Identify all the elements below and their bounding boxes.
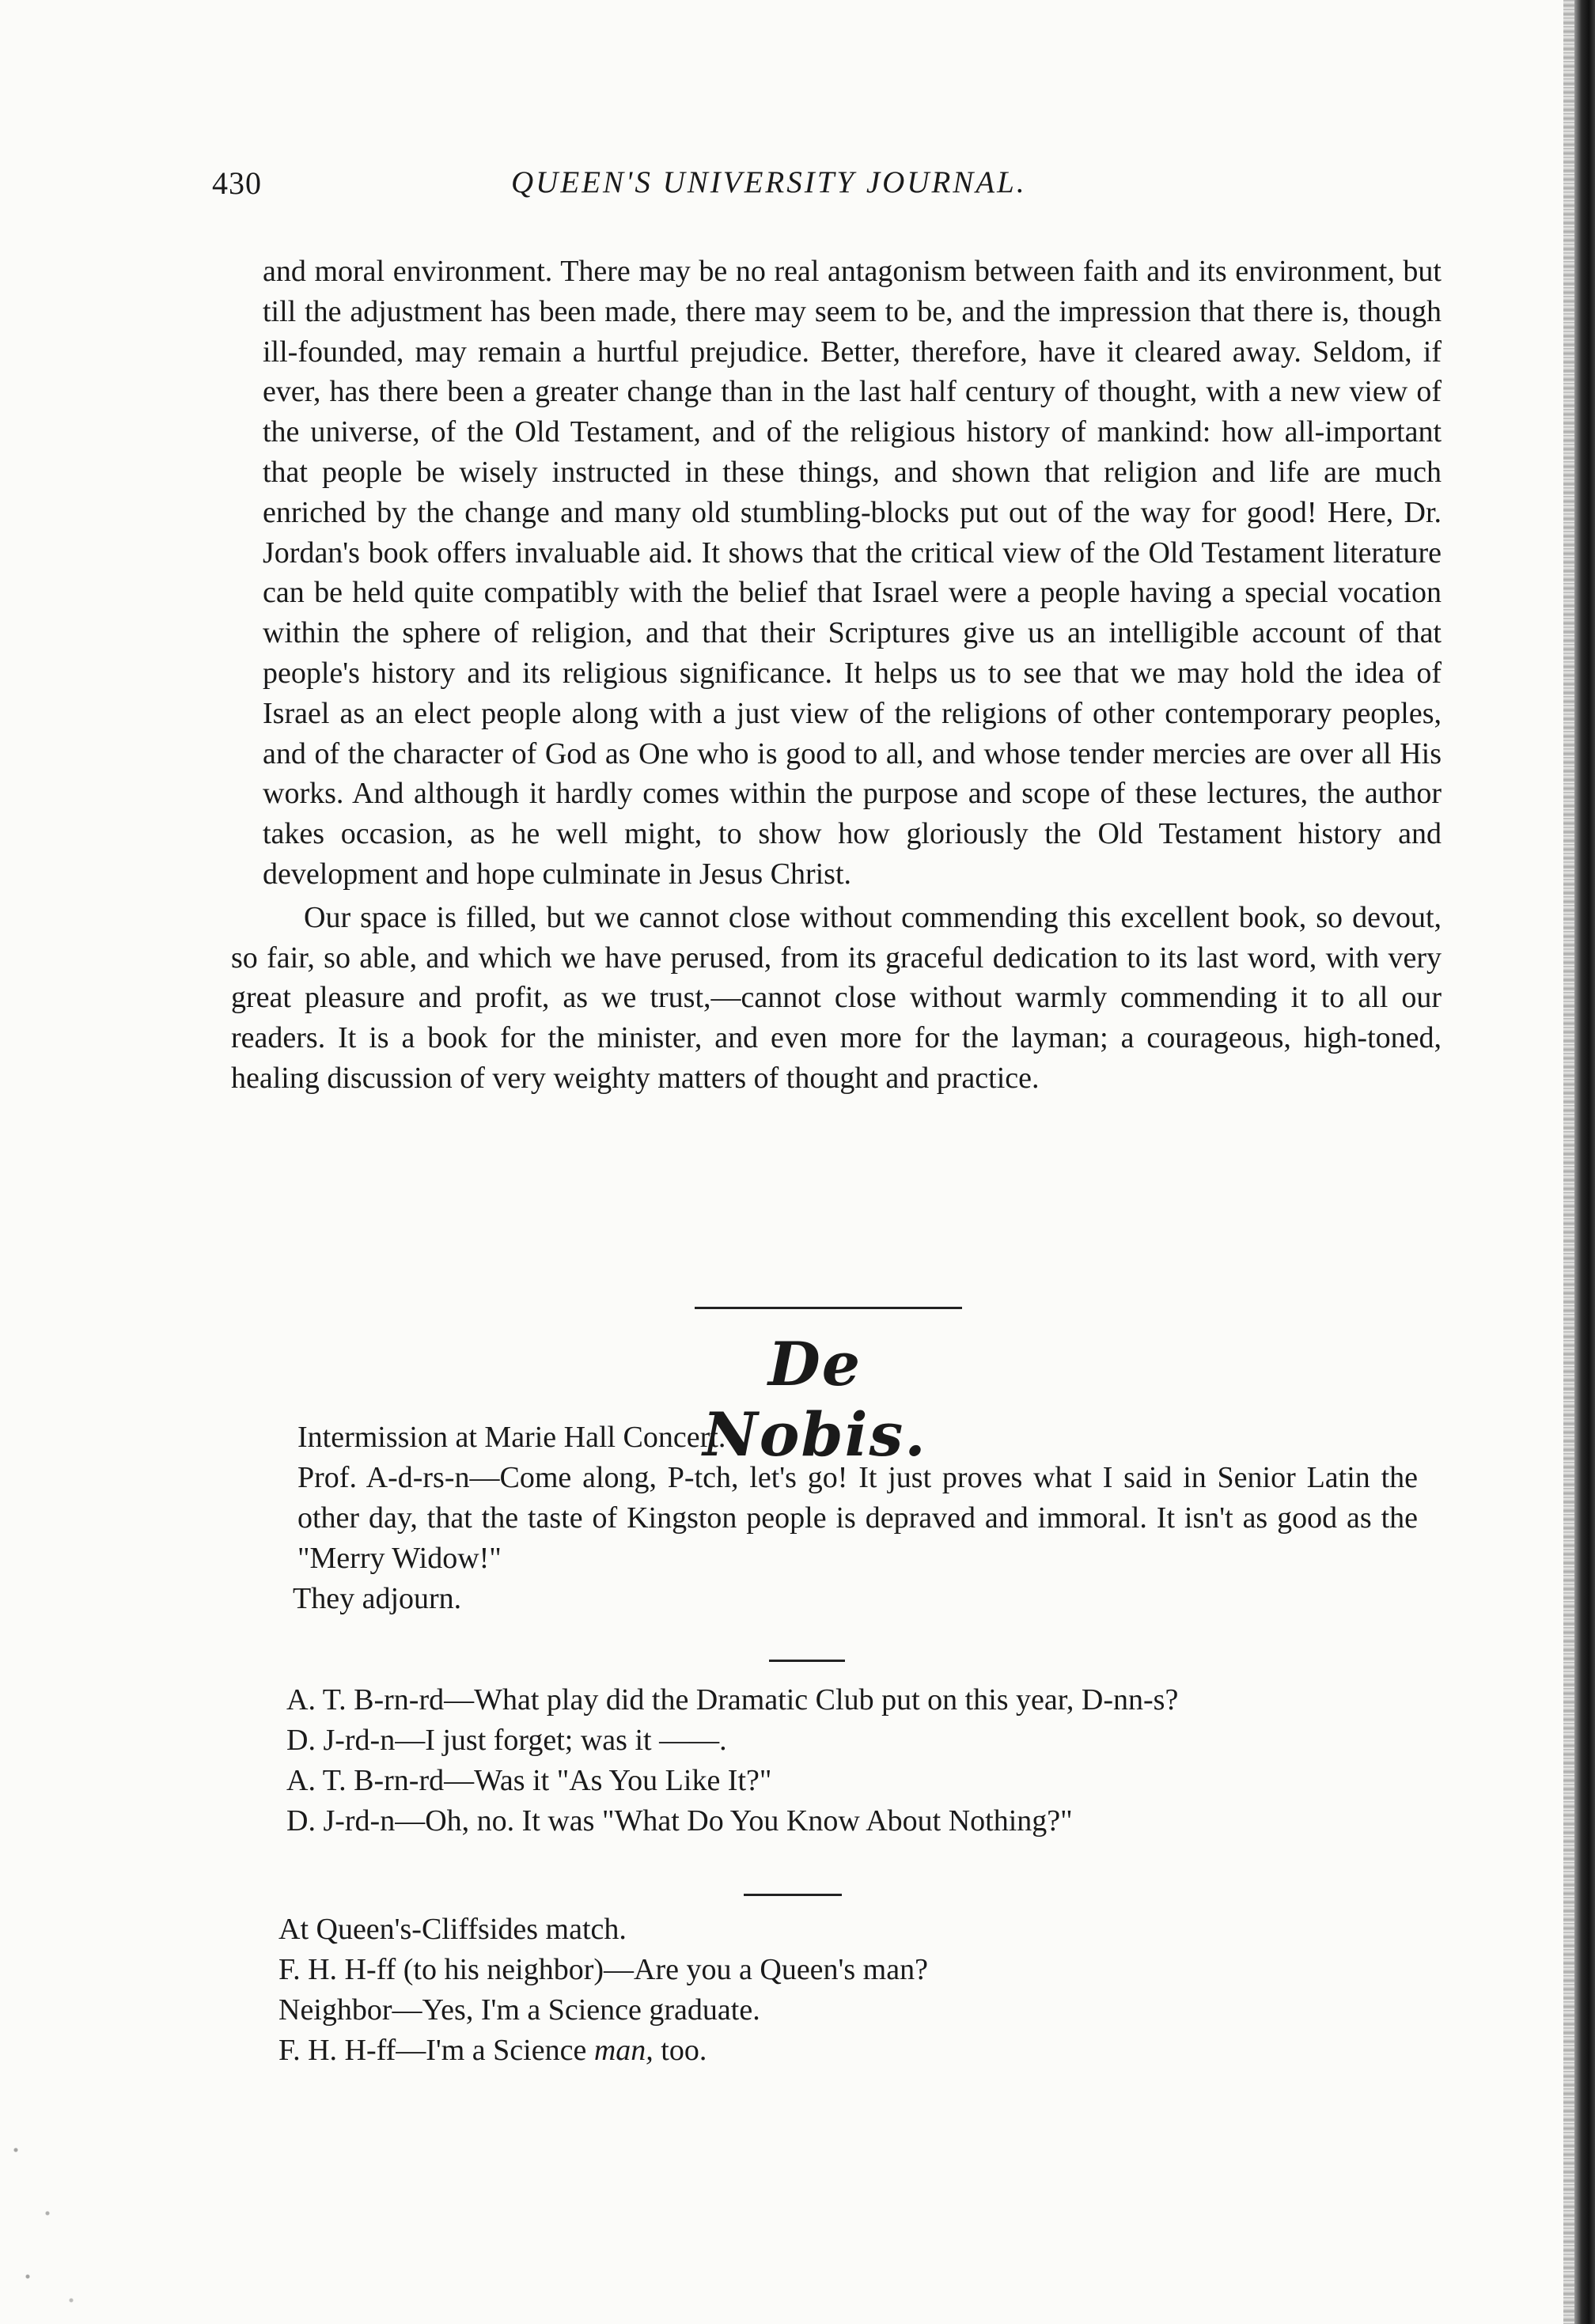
scan-edge [1574, 0, 1595, 2324]
section-title: De Nobis. [703, 1329, 927, 1470]
page-number: 430 [212, 165, 262, 201]
scan-edge-shadow [1563, 0, 1574, 2324]
section-divider [695, 1307, 962, 1309]
item-2-line-2: D. J-rd-n—I just forget; was it ——. [286, 1724, 727, 1757]
item-3-line-4 [278, 2031, 1434, 2071]
item-1-speech: Prof. A-d-rs-n—Come along, P-tch, let's go! It just proves what I said in Senior Latin the other day, that the taste of Kingston people is depraved and immoral. It isn't as good as the "Merry Widow!" [297, 1461, 1418, 1575]
item-3-line-2: F. H. H-ff (to his neighbor)—Are you a Queen's man? [278, 1953, 928, 1986]
de-nobis-item-1 [231, 1417, 1418, 1619]
item-divider-2 [744, 1894, 842, 1896]
article-text [231, 252, 1442, 1099]
scan-specks [0, 2118, 95, 2324]
de-nobis-item-3 [278, 1910, 1434, 2071]
item-1-setting: Intermission at Marie Hall Concert. [297, 1421, 726, 1454]
de-nobis-item-2 [286, 1680, 1457, 1841]
article-paragraph-2: Our space is filled, but we cannot close without commending this excellent book, so devout, so fair, so able, and which we have perused, from its graceful dedication to its last word, with very great pleasure and profit, as we trust,—cannot close without warmly commending it to all our readers. It is a book for the minister, and even more for the layman; a courageous, high-toned, healing discussion of very weighty matters of thought and practice. [231, 900, 1442, 1095]
item-3-line-4-start: F. H. H-ff—I'm a Science [278, 2034, 594, 2067]
item-divider-1 [769, 1660, 845, 1662]
item-2-line-1: A. T. B-rn-rd—What play did the Dramatic Club put on this year, D-nn-s? [286, 1683, 1179, 1717]
item-3-line-1: At Queen's-Cliffsides match. [278, 1913, 627, 1946]
item-2-line-3: A. T. B-rn-rd—Was it "As You Like It?" [286, 1764, 772, 1797]
article-paragraph-1: and moral environment. There may be no real antagonism between faith and its environment, but till the adjustment has been made, there may seem to be, and the impression that there is, though ill-founded, may remain a hurtful prejudice. Better, therefore, have it cleared away. Seldom, if ever, has there been a greater change than in the last half century of thought, with a new view of the universe, of the Old Testament, and of the religious history of mankind: how all-important that people be wisely instructed in these things, and shown that religion and life are much enriched by the change and many old stumbling-blocks put out of the way for good! Here, Dr. Jordan's book offers invaluable aid. It shows that the critical view of the Old Testament literature can be held quite compatibly with the belief that Israel were a people having a special vocation within the sphere of religion, and that their Scriptures give us an intelligible account of that people's history and its religious significance. It helps us to see that we may hold the idea of Israel as an elect people along with a just view of the religions of other contemporary peoples, and of the character of God as One who is good to all, and whose tender mercies are over all His works. And although it hardly comes within the purpose and scope of these lectures, the author takes occasion, as he well might, to show how gloriously the Old Testament history and development and hope culminate in Jesus Christ. [263, 255, 1442, 891]
item-3-line-3: Neighbor—Yes, I'm a Science graduate. [278, 1993, 760, 2027]
running-title: QUEEN'S UNIVERSITY JOURNAL. [511, 165, 1027, 199]
item-3-line-4-emphasis: man, [593, 2034, 654, 2067]
item-2-line-4: D. J-rd-n—Oh, no. It was "What Do You Know About Nothing?" [286, 1804, 1073, 1838]
page-header [212, 165, 1177, 220]
item-1-closing: They adjourn. [293, 1582, 462, 1615]
item-3-line-4-end: too. [653, 2034, 707, 2067]
